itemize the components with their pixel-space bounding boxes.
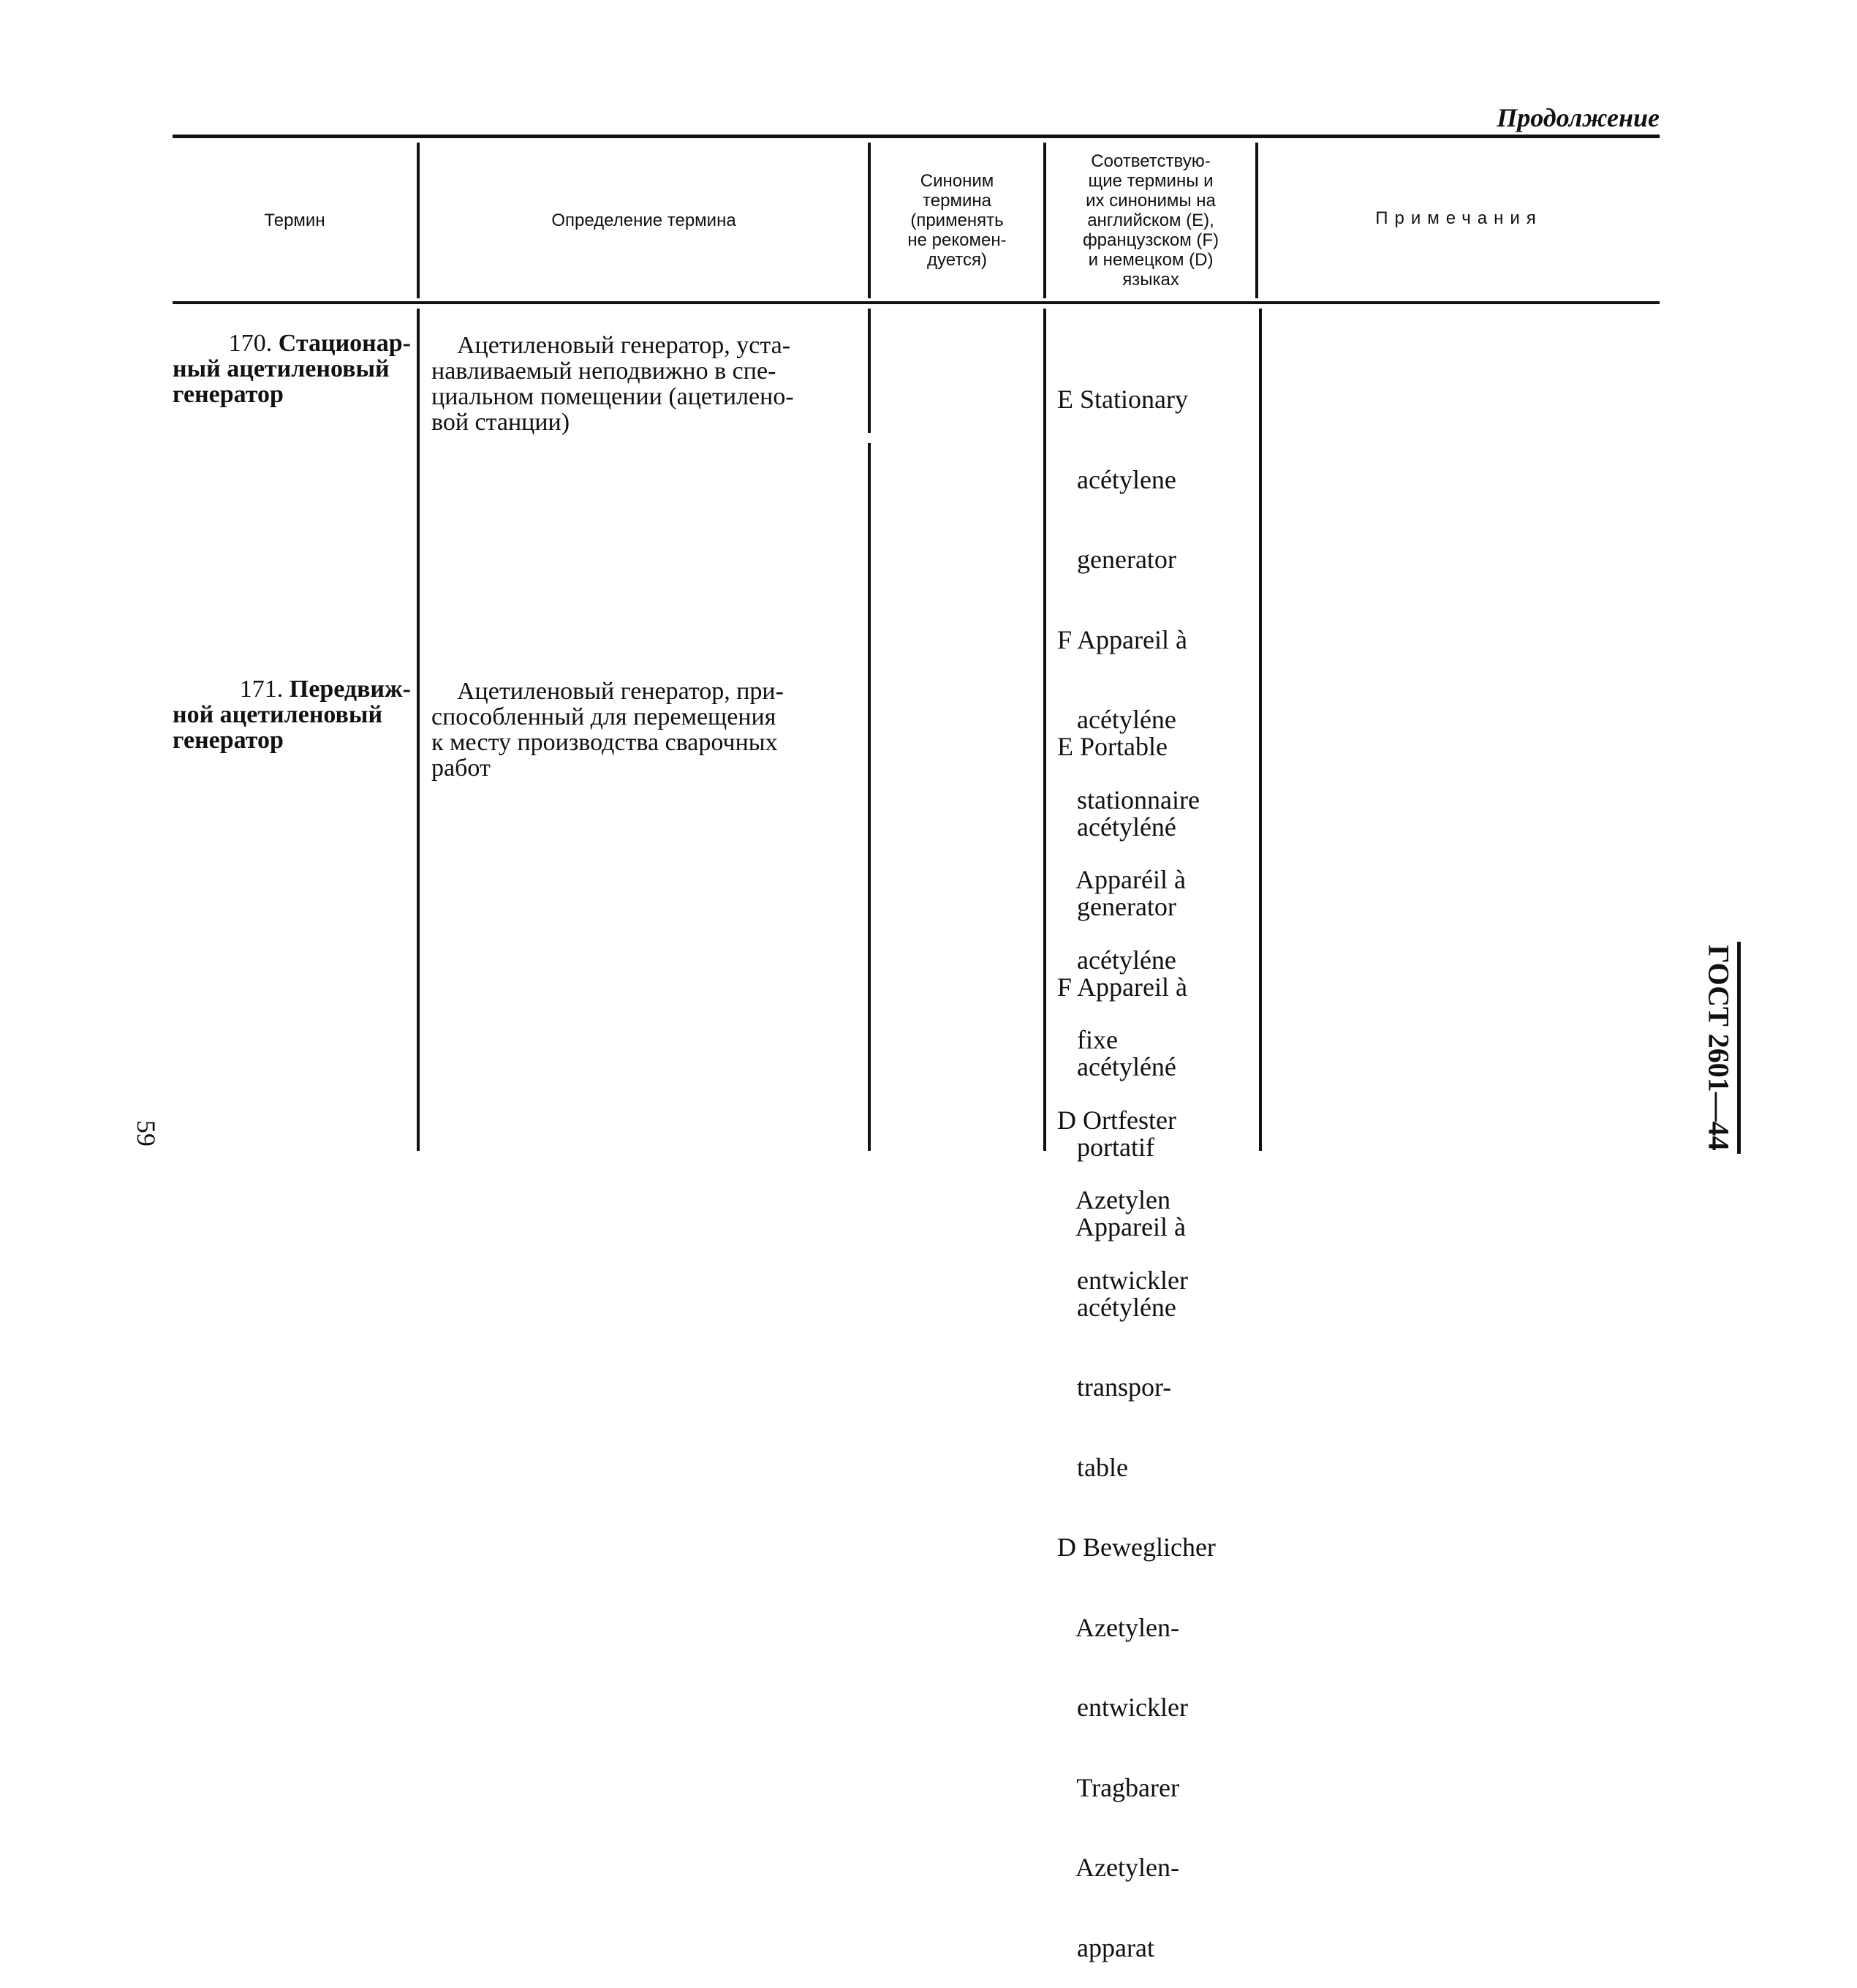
definition-line: к месту производства сварочных [431,729,778,756]
term-name-line: ный ацетиленовый [173,355,390,382]
table-top-rule [173,135,1660,138]
header-synonym-line: термина [923,191,991,211]
term-name-line: Передвиж- [289,676,411,703]
translation-line: stationnaire [1057,785,1200,815]
header-synonym-line: (применять [910,211,1004,230]
definition-line: Ацетиленовый генератор, уста- [457,332,791,359]
side-label-rule [1737,942,1741,1154]
header-notes: Примечания [1375,208,1543,228]
term-number: 171. [239,676,284,703]
definition-171 [431,679,859,781]
translation-line: entwickler [1057,1693,1188,1722]
translation-line: D Beweglicher [1057,1532,1216,1562]
translation-line: acétyléne [1057,945,1176,975]
definition-line: навливаемый неподвижно в спе- [431,358,776,385]
translation-line: F Appareil à [1057,624,1187,654]
body-divider-3 [1043,309,1046,1151]
term-name-line: Стационар- [278,330,411,357]
translation-line: Apparéil à [1057,865,1186,894]
term-name-line: генератор [173,381,284,408]
page-number [124,1111,168,1155]
translation-line: table [1057,1452,1128,1482]
definition-line: вой станции) [431,409,570,436]
term-170 [173,330,411,407]
term-171 [173,676,411,753]
header-translations-line: французском (F) [1082,230,1219,250]
translation-line: entwickler [1057,1265,1188,1295]
header-synonym-line: дуется) [927,250,987,270]
page-number-text: 59 [132,1120,161,1146]
translation-line: F Appareil à [1057,972,1187,1002]
definition-line: способленный для перемещения [431,703,776,730]
header-translations-line: щие термины и [1088,171,1214,191]
header-translations [1046,143,1255,298]
body-divider-2b [868,443,871,1151]
translation-line: acétyléné [1057,812,1176,842]
translation-line: Tragbarer [1057,1772,1179,1802]
translations-171 [1057,680,1255,1988]
translation-line: transpor- [1057,1372,1172,1402]
definition-170 [431,333,859,435]
side-standard-label [1679,942,1759,1154]
translation-line: apparat [1057,1932,1154,1962]
translation-line: acétylene [1057,464,1176,494]
body-divider-1 [417,309,420,1151]
header-bottom-rule [173,301,1660,304]
translation-line: acétyléne [1057,705,1176,734]
translation-line: E Stationary [1057,385,1188,414]
header-translations-line: и немецком (D) [1088,250,1214,270]
translation-line: portatif [1057,1132,1154,1162]
header-synonym-line: Синоним [920,171,994,191]
header-translations-line: Соответствую- [1091,151,1211,171]
body-divider-2a [868,309,871,433]
translation-line: generator [1057,892,1176,921]
term-number: 170. [228,330,273,357]
body-divider-4 [1259,309,1262,1151]
term-name-line: ной ацетиленовый [173,701,383,728]
translation-line: D Ortfester [1057,1105,1176,1135]
definition-line: работ [431,755,491,782]
header-synonym-line: не рекомен- [907,230,1007,250]
translation-line: Azetylen [1057,1185,1170,1214]
translation-line: E Portable [1057,732,1168,761]
translation-line: Azetylen- [1057,1853,1179,1882]
standard-number: ГОСТ 2601—44 [1702,945,1736,1151]
continuation-label: Продолжение [1497,103,1660,132]
translation-line: fixe [1057,1025,1118,1054]
translation-line: Azetylen- [1057,1612,1179,1642]
header-synonym [871,143,1043,298]
translation-line: acétyléné [1057,1052,1176,1081]
header-translations-line: их синонимы на [1086,191,1216,211]
translation-line: acétyléne [1057,1292,1176,1322]
header-term: Термин [264,211,325,230]
term-name-line: генератор [173,727,284,754]
translation-line: generator [1057,545,1176,574]
header-definition: Определение термина [551,211,736,230]
header-translations-line: английском (E), [1087,211,1214,230]
definition-line: Ацетиленовый генератор, при- [457,678,784,705]
header-translations-line: языках [1122,270,1179,290]
translation-line: Appareil à [1057,1212,1186,1241]
definition-line: циальном помещении (ацетилено- [431,383,794,410]
